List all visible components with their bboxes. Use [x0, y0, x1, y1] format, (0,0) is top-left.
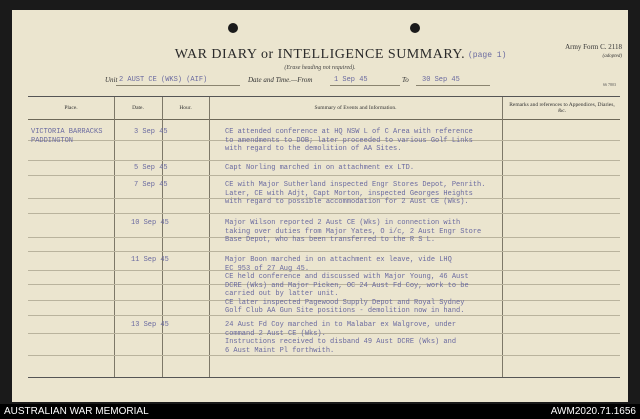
header-rule: [28, 119, 620, 120]
entry-summary: 24 Aust Fd Coy marched in to Malabar ex Walgrove, under command 2 Aust CE (Wks). Instructions received to disband 49 Aust DCRE (Wks) and 6 Aust Maint Pl forthwith.: [225, 321, 457, 355]
date-to-label: To: [402, 76, 409, 84]
entry-place: VICTORIA BARRACKS PADDINGTON: [31, 128, 103, 145]
punch-hole: [410, 23, 420, 33]
entry-date: 11 Sep 45: [131, 256, 169, 264]
punch-hole: [228, 23, 238, 33]
entry-date: 10 Sep 45: [131, 219, 169, 227]
entry-date: 7 Sep 45: [134, 181, 168, 189]
date-from-underline: [330, 85, 400, 86]
entry-summary: CE attended conference at HQ NSW L of C Area with reference to amendments to DOB; later proceeded to various Golf Links with regard to the demolition of AA Sites.: [225, 128, 473, 153]
entry-summary: Major Wilson reported 2 Aust CE (Wks) in connection with taking over duties from Major Yates, O i/c, 2 Aust Engr Store Base Depot, who has been transferred to the R S L.: [225, 219, 482, 244]
unit-label: Unit: [105, 76, 118, 84]
form-identifier: [552, 43, 622, 61]
row-rule: [28, 213, 620, 214]
date-from-value: 1 Sep 45: [334, 76, 368, 84]
column-header-summary: Summary of Events and Information.: [314, 104, 397, 111]
date-from-label: Date and Time.—From: [248, 76, 313, 84]
row-rule: [28, 251, 620, 252]
unit-value: 2 AUST CE (WKS) (AIF): [119, 76, 208, 84]
row-rule: [28, 160, 620, 161]
form-subtitle: (Erase heading not required).: [284, 65, 356, 71]
column-header-hour: Hour.: [179, 104, 192, 111]
form-title: WAR DIARY or INTELLIGENCE SUMMARY.: [174, 47, 466, 62]
row-rule: [28, 175, 620, 176]
row-rule: [28, 355, 620, 356]
accession-number: AWM2020.71.1656: [550, 406, 636, 417]
column-header-place: Place.: [64, 104, 78, 111]
form-code: 66 7803: [603, 82, 616, 87]
entry-summary: CE with Major Sutherland inspected Engr Stores Depot, Penrith. Later, CE with Adjt, Capt Morton, inspected Georges Heights with regard to possible accommodation for 2 Aust CE (Wks).: [225, 181, 486, 206]
entry-date: 5 Sep 45: [134, 164, 168, 172]
entry-date: 3 Sep 45: [134, 128, 168, 136]
form-number: Army Form C. 2118: [565, 43, 622, 51]
entry-date: 13 Sep 45: [131, 321, 169, 329]
column-header-date: Date.: [132, 104, 144, 111]
diary-sheet: [12, 10, 628, 402]
form-adopted: (adopted): [602, 54, 622, 59]
attribution-bar: [0, 404, 640, 419]
diary-table: [28, 96, 620, 378]
date-to-value: 30 Sep 45: [422, 76, 460, 84]
entry-summary: Capt Norling marched in on attachment ex LTD.: [225, 164, 415, 172]
unit-underline: [116, 85, 240, 86]
column-header-remarks: Remarks and references to Appendices, Diaries, &c.: [509, 101, 615, 114]
entry-summary: Major Boon marched in on attachment ex leave, vide LHQ EC 953 of 27 Aug 45. CE held conference and discussed with Major Young, 46 Aust DCRE (Wks) and Major Picken, OC 24 Aust Fd Coy, work to be carried out by latter unit. CE later inspected Pagewood Supply Depot and Royal Sydney Golf Club AA Gun Site positions - demolition now in hand.: [225, 256, 469, 315]
page-tag: (page 1): [468, 51, 507, 60]
date-to-underline: [416, 85, 490, 86]
institution-credit: AUSTRALIAN WAR MEMORIAL: [4, 406, 149, 417]
